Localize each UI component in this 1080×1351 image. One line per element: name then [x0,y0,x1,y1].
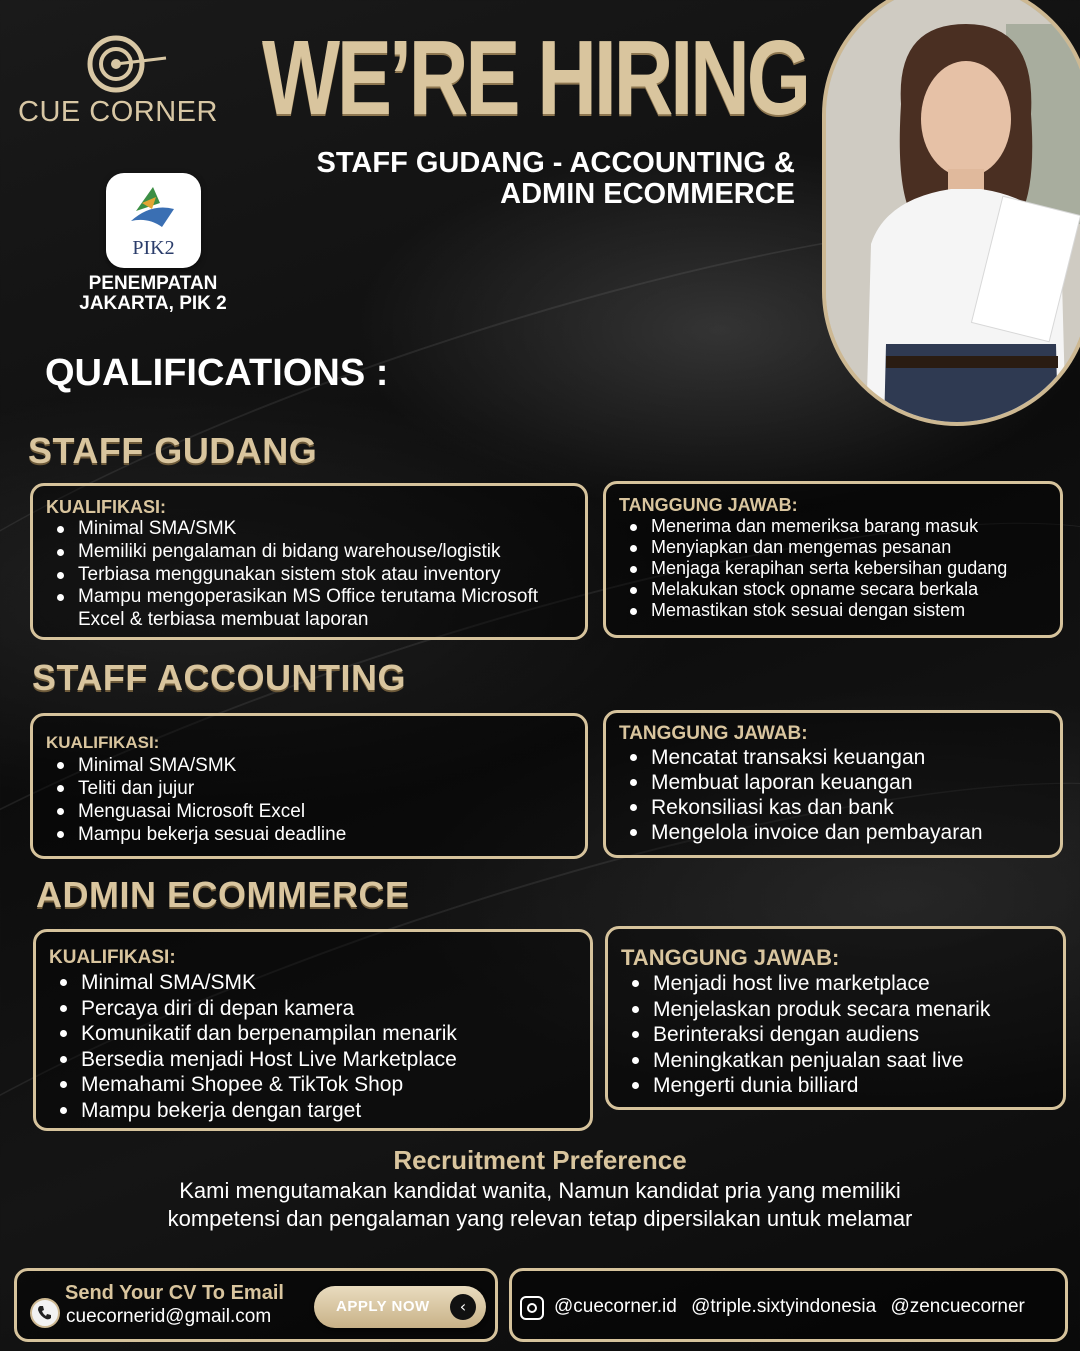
pik2-logo-text: PIK2 [132,237,175,259]
phone-icon [30,1298,60,1328]
list-item: Membuat laporan keuangan [619,770,1048,795]
phone-handset-icon [32,1300,58,1326]
list-item: Mampu bekerja sesuai deadline [46,823,573,846]
list-item: Mencatat transaksi keuangan [619,745,1048,770]
section-title-admin-ecommerce: ADMIN ECOMMERCE [36,874,410,915]
social-handles [554,1296,1034,1318]
ecommerce-kualifikasi-list [49,970,578,1124]
chevron-left-icon: ‹ [450,1294,476,1320]
hero-subtitle-line1: STAFF GUDANG - ACCOUNTING & [316,147,795,179]
list-item: Teliti dan jujur [46,777,573,800]
list-item: Mampu bekerja dengan target [49,1098,578,1124]
social-handle-zencuecorner[interactable]: @zencuecorner [890,1296,1025,1317]
list-item: Berinteraksi dengan audiens [621,1022,1051,1048]
model-photo [822,0,1080,426]
kualifikasi-label: KUALIFIKASI: [46,733,160,752]
list-item: Memahami Shopee & TikTok Shop [49,1072,578,1098]
recruitment-title: Recruitment Preference [393,1145,687,1175]
list-item: Minimal SMA/SMK [49,970,578,996]
list-item: Menyiapkan dan mengemas pesanan [619,537,1048,558]
list-item: Mengelola invoice dan pembayaran [619,820,1048,845]
brand-name: CUE CORNER [18,96,218,128]
cv-email-link[interactable]: cuecornerid@gmail.com [66,1306,272,1327]
list-item: Komunikatif dan berpenampilan menarik [49,1021,578,1047]
hero-subtitle-line2: ADMIN ECOMMERCE [500,178,795,210]
accounting-kualifikasi-box [30,713,588,859]
qualifications-heading: QUALIFICATIONS : [45,352,389,394]
list-item: Memastikan stok sesuai dengan sistem [619,600,1048,621]
recruitment-line2: kompetensi dan pengalaman yang relevan tetap dipersilakan untuk melamar [167,1206,913,1231]
list-item: Bersedia menjadi Host Live Marketplace [49,1047,578,1073]
ecommerce-kualifikasi-box [33,929,593,1131]
list-item: Rekonsiliasi kas dan bank [619,795,1048,820]
list-item: Minimal SMA/SMK [46,754,573,777]
accounting-tanggung-jawab-list [619,745,1048,845]
gudang-tanggung-jawab-box [603,481,1063,638]
apply-now-button[interactable] [314,1286,486,1328]
social-handle-cuecorner[interactable]: @cuecorner.id [554,1296,677,1317]
hero-subtitle [270,148,795,210]
placement-info [60,274,246,314]
list-item: Mengerti dunia billiard [621,1073,1051,1099]
accounting-tanggung-jawab-box [603,710,1063,858]
section-title-staff-accounting: STAFF ACCOUNTING [32,657,406,698]
pik2-emblem-icon [106,173,201,243]
hero-title: WE’RE HIRING [262,19,808,137]
tanggung-jawab-label: TANGGUNG JAWAB: [619,495,798,515]
accounting-kualifikasi-list [46,754,573,846]
woman-portrait-icon [826,0,1080,426]
placement-line2: JAKARTA, PIK 2 [79,293,227,314]
list-item: Menjelaskan produk secara menarik [621,997,1051,1023]
cue-corner-logo-icon [80,30,170,100]
gudang-kualifikasi-list [46,518,573,632]
instagram-icon [520,1296,544,1320]
recruitment-line1: Kami mengutamakan kandidat wanita, Namun kandidat pria yang memiliki [179,1178,901,1203]
ecommerce-tanggung-jawab-box [605,926,1066,1110]
list-item: Menjaga kerapihan serta kebersihan gudang [619,558,1048,579]
tanggung-jawab-label: TANGGUNG JAWAB: [619,723,808,744]
list-item: Percaya diri di depan kamera [49,996,578,1022]
kualifikasi-label: KUALIFIKASI: [46,497,166,517]
list-item: Terbiasa menggunakan sistem stok atau inventory [46,564,573,587]
recruitment-text [60,1177,1020,1233]
pik2-logo [106,173,201,268]
placement-line1: PENEMPATAN [88,273,218,294]
cv-title: Send Your CV To Email [65,1282,284,1304]
tanggung-jawab-label: TANGGUNG JAWAB: [621,945,840,970]
apply-now-label: APPLY NOW [336,1298,430,1315]
list-item: Melakukan stock opname secara berkala [619,579,1048,600]
list-item: Menjadi host live marketplace [621,971,1051,997]
kualifikasi-label: KUALIFIKASI: [49,947,176,968]
section-title-staff-gudang: STAFF GUDANG [28,430,318,471]
list-item: Menerima dan memeriksa barang masuk [619,516,1048,537]
list-item: Minimal SMA/SMK [46,518,573,541]
social-handle-triplesixty[interactable]: @triple.sixtyindonesia [691,1296,877,1317]
list-item: Memiliki pengalaman di bidang warehouse/logistik [46,541,573,564]
ecommerce-tanggung-jawab-list [621,971,1051,1099]
gudang-tanggung-jawab-list [619,516,1048,621]
list-item: Meningkatkan penjualan saat live [621,1048,1051,1074]
list-item: Mampu mengoperasikan MS Office terutama Microsoft Excel & terbiasa membuat laporan [46,586,573,632]
gudang-kualifikasi-box [30,483,588,640]
list-item: Menguasai Microsoft Excel [46,800,573,823]
